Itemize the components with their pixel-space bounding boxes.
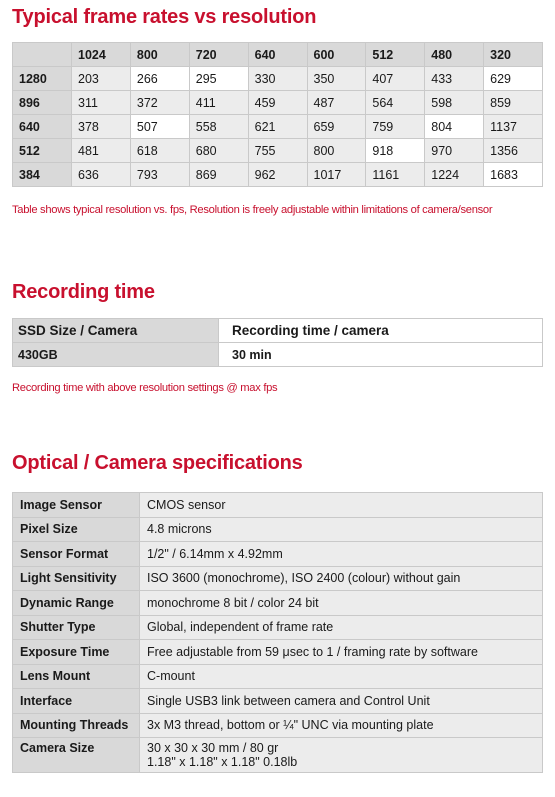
table-cell: 481 (72, 139, 131, 163)
column-header: 512 (366, 43, 425, 67)
spec-key: Pixel Size (13, 517, 140, 542)
table-row (13, 493, 543, 518)
table-cell: 407 (366, 67, 425, 91)
column-header: 640 (248, 43, 307, 67)
table-cell: 433 (425, 67, 484, 91)
specs-table (12, 492, 543, 773)
table-cell: 350 (307, 67, 366, 91)
table-row (13, 738, 543, 773)
row-header: 640 (13, 115, 72, 139)
table-row (13, 343, 543, 367)
table-cell: 659 (307, 115, 366, 139)
column-header: 480 (425, 43, 484, 67)
recording-table (12, 318, 543, 367)
table-cell: 564 (366, 91, 425, 115)
spec-value: Global, independent of frame rate (140, 615, 543, 640)
row-header: 384 (13, 163, 72, 187)
recording-header-row (13, 319, 543, 343)
column-header: 320 (484, 43, 543, 67)
table-cell: 487 (307, 91, 366, 115)
table-cell: 295 (189, 67, 248, 91)
frame-rates-note: Table shows typical resolution vs. fps, Resolution is freely adjustable within limitations of camera/sensor (12, 204, 493, 216)
table-cell: 618 (130, 139, 189, 163)
table-cell: 970 (425, 139, 484, 163)
table-cell: 411 (189, 91, 248, 115)
recording-header-left: SSD Size / Camera (13, 319, 219, 343)
table-row (13, 542, 543, 567)
recording-note: Recording time with above resolution settings @ max fps (12, 382, 278, 394)
table-row (13, 689, 543, 714)
table-row (13, 163, 543, 187)
row-header: 512 (13, 139, 72, 163)
spec-value: Free adjustable from 59 μsec to 1 / framing rate by software (140, 640, 543, 665)
frame-rate-header-row (13, 43, 543, 67)
table-cell: 1137 (484, 115, 543, 139)
table-cell: 266 (130, 67, 189, 91)
spec-key: Light Sensitivity (13, 566, 140, 591)
table-row (13, 91, 543, 115)
table-cell: 378 (72, 115, 131, 139)
table-cell: 558 (189, 115, 248, 139)
table-cell: 869 (189, 163, 248, 187)
specs-heading: Optical / Camera specifications (12, 452, 303, 474)
spec-key: Dynamic Range (13, 591, 140, 616)
spec-key: Shutter Type (13, 615, 140, 640)
table-cell: 629 (484, 67, 543, 91)
row-header: 1280 (13, 67, 72, 91)
frame-rates-heading: Typical frame rates vs resolution (12, 6, 317, 28)
table-row (13, 640, 543, 665)
spec-key: Mounting Threads (13, 713, 140, 738)
table-row (13, 615, 543, 640)
table-cell: 1224 (425, 163, 484, 187)
recording-row-right: 30 min (219, 343, 543, 367)
spec-value: ISO 3600 (monochrome), ISO 2400 (colour) without gain (140, 566, 543, 591)
table-cell: 1683 (484, 163, 543, 187)
table-row (13, 713, 543, 738)
column-header: 600 (307, 43, 366, 67)
spec-key: Exposure Time (13, 640, 140, 665)
table-cell: 1356 (484, 139, 543, 163)
spec-value: 1/2" / 6.14mm x 4.92mm (140, 542, 543, 567)
table-cell: 372 (130, 91, 189, 115)
spec-key: Sensor Format (13, 542, 140, 567)
table-cell: 330 (248, 67, 307, 91)
recording-header-right: Recording time / camera (219, 319, 543, 343)
table-row (13, 517, 543, 542)
corner-cell (13, 43, 72, 67)
recording-row-left: 430GB (13, 343, 219, 367)
recording-heading: Recording time (12, 281, 155, 303)
table-cell: 311 (72, 91, 131, 115)
spec-value: Single USB3 link between camera and Control Unit (140, 689, 543, 714)
table-cell: 804 (425, 115, 484, 139)
table-cell: 636 (72, 163, 131, 187)
table-row (13, 566, 543, 591)
spec-key: Lens Mount (13, 664, 140, 689)
column-header: 800 (130, 43, 189, 67)
spec-key: Image Sensor (13, 493, 140, 518)
table-cell: 1017 (307, 163, 366, 187)
column-header: 1024 (72, 43, 131, 67)
table-cell: 459 (248, 91, 307, 115)
table-cell: 759 (366, 115, 425, 139)
column-header: 720 (189, 43, 248, 67)
table-cell: 598 (425, 91, 484, 115)
spec-value-line: 30 x 30 x 30 mm / 80 gr (147, 741, 279, 755)
spec-key: Camera Size (13, 738, 140, 773)
table-row (13, 591, 543, 616)
table-cell: 755 (248, 139, 307, 163)
table-cell: 859 (484, 91, 543, 115)
spec-value: 4.8 microns (140, 517, 543, 542)
table-cell: 621 (248, 115, 307, 139)
table-cell: 918 (366, 139, 425, 163)
table-cell: 680 (189, 139, 248, 163)
spec-value-line: 1.18" x 1.18" x 1.18" 0.18lb (147, 755, 298, 769)
spec-value: C-mount (140, 664, 543, 689)
table-row (13, 67, 543, 91)
frame-rate-table (12, 42, 543, 187)
spec-value: CMOS sensor (140, 493, 543, 518)
spec-value: monochrome 8 bit / color 24 bit (140, 591, 543, 616)
spec-value (140, 738, 543, 773)
table-cell: 1161 (366, 163, 425, 187)
table-row (13, 115, 543, 139)
table-row (13, 139, 543, 163)
table-cell: 800 (307, 139, 366, 163)
spec-value: 3x M3 thread, bottom or ¼" UNC via mounting plate (140, 713, 543, 738)
table-row (13, 664, 543, 689)
row-header: 896 (13, 91, 72, 115)
spec-key: Interface (13, 689, 140, 714)
table-cell: 793 (130, 163, 189, 187)
table-cell: 962 (248, 163, 307, 187)
table-cell: 507 (130, 115, 189, 139)
table-cell: 203 (72, 67, 131, 91)
